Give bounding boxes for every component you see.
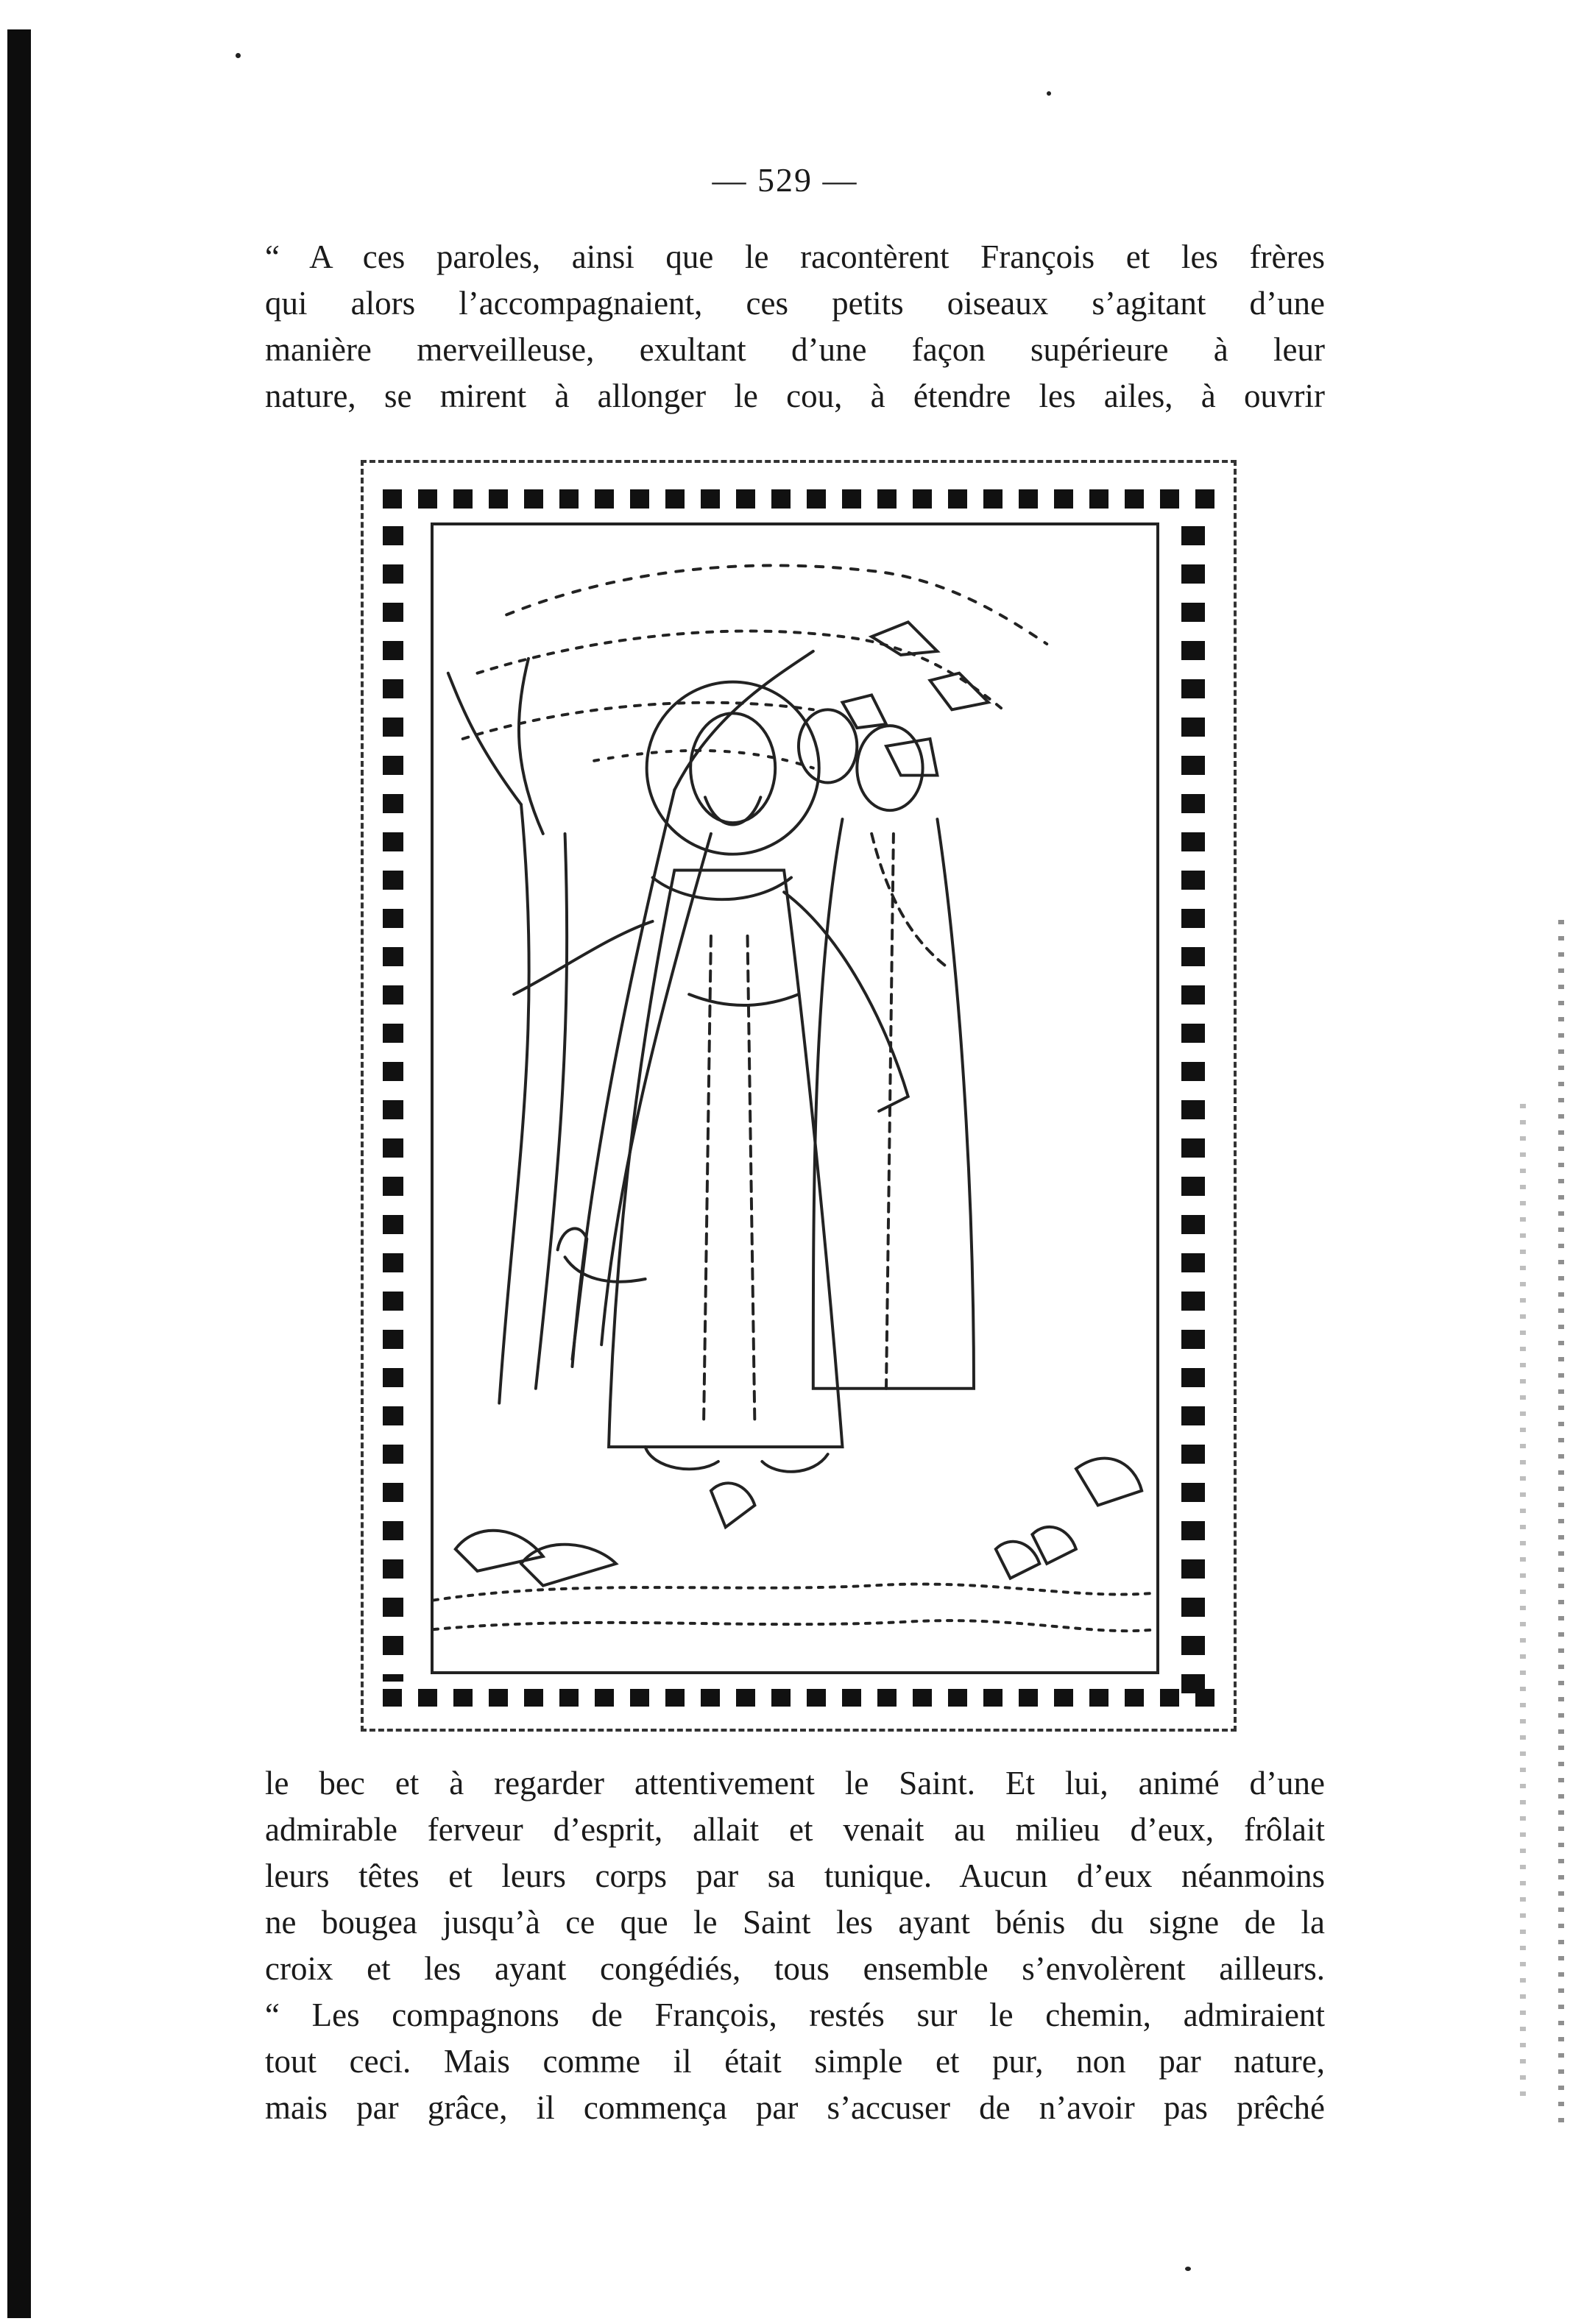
scan-edge-noise — [1520, 1104, 1526, 2097]
decorative-border-right — [1181, 526, 1205, 1704]
scan-speck — [1185, 2267, 1191, 2271]
scan-speck — [236, 53, 241, 58]
text-line: “ A ces paroles, ainsi que le racontèrent François et les frères — [265, 238, 1325, 275]
scan-edge-noise — [1558, 920, 1564, 2134]
decorative-border-bottom — [383, 1689, 1214, 1707]
engraving-illustration — [361, 460, 1244, 1737]
text-line: ne bougea jusqu’à ce que le Saint les ayant bénis du signe de la — [265, 1904, 1325, 1941]
text-line: qui alors l’accompagnaient, ces petits oiseaux s’agitant d’une — [265, 285, 1325, 322]
text-line: le bec et à regarder attentivement le Saint. Et lui, animé d’une — [265, 1765, 1325, 1802]
decorative-border-top — [383, 489, 1214, 509]
scan-speck — [1047, 91, 1051, 96]
decorative-border-left — [383, 526, 403, 1682]
page-number: — 529 — — [712, 161, 858, 199]
book-binding-edge — [7, 29, 31, 2318]
text-line: croix et les ayant congédiés, tous ensemble s’envolèrent ailleurs. — [265, 1950, 1325, 1987]
text-line: nature, se mirent à allonger le cou, à étendre les ailes, à ouvrir — [265, 378, 1325, 414]
text-line: mais par grâce, il commença par s’accuser de n’avoir pas prêché — [265, 2089, 1325, 2126]
text-line: manière merveilleuse, exultant d’une façon supérieure à leur — [265, 331, 1325, 368]
engraving-scene — [431, 522, 1159, 1674]
paragraph-bottom — [265, 1760, 1325, 2131]
text-line: leurs têtes et leurs corps par sa tunique. Aucun d’eux néanmoins — [265, 1857, 1325, 1894]
text-line: tout ceci. Mais comme il était simple et pur, non par nature, — [265, 2043, 1325, 2080]
text-line: admirable ferveur d’esprit, allait et venait au milieu d’eux, frôlait — [265, 1811, 1325, 1848]
paragraph-top — [265, 234, 1325, 419]
saint-francis-birds-drawing — [434, 525, 1156, 1671]
text-line: “ Les compagnons de François, restés sur le chemin, admiraient — [265, 1997, 1325, 2033]
